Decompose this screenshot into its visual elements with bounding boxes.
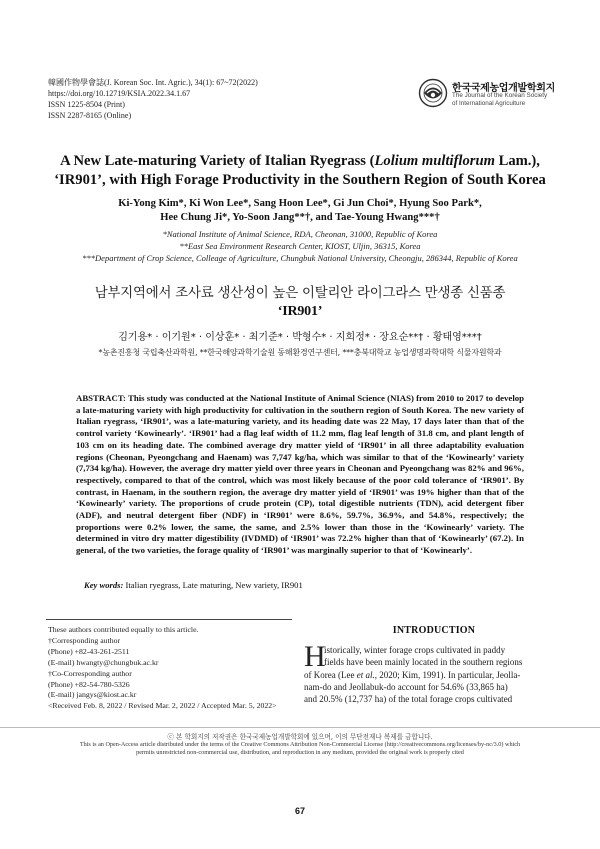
intro-line3-italic: et al. — [356, 669, 375, 680]
affiliation-1: *National Institute of Animal Science, RDA, Cheonan, 31000, Republic of Korea — [162, 229, 438, 239]
paper-title — [40, 152, 560, 190]
footnote-divider — [46, 619, 292, 620]
license-notice — [30, 733, 570, 758]
doi-link[interactable]: https://doi.org/10.12719/KSIA.2022.34.1.67 — [48, 89, 191, 98]
introduction-heading: INTRODUCTION — [392, 625, 476, 636]
intro-line2: fields have been mainly located in the southern regions — [324, 657, 523, 668]
society-name-english-line1: The Journal of the Korean Society — [452, 92, 548, 99]
copyright-korean: ⓒ 본 학회지의 저작권은 한국국제농업개발학회에 있으며, 이의 무단전재나 복제를 금합니다. — [167, 733, 433, 741]
author-line2: Hee Chung Ji*, Yo-Soon Jang**†, and Tae-Young Hwang***† — [160, 211, 440, 223]
intro-line1: istorically, winter forage crops cultivated in paddy — [324, 645, 506, 655]
journal-header — [48, 77, 258, 121]
intro-line3 — [304, 669, 560, 681]
society-logo — [418, 78, 568, 112]
keywords — [84, 580, 524, 590]
intro-line5: and 20.5% (12,737 ha) of the total forage crops cultivated — [304, 694, 513, 705]
society-name-english-line2: of International Agriculture — [452, 100, 526, 107]
footnote-co-email[interactable]: (E-mail) jangys@kiost.ac.kr — [48, 690, 137, 700]
title-text: A New Late-maturing Variety of Italian Ryegrass ( — [60, 153, 375, 169]
license-divider — [0, 727, 600, 728]
korean-title — [40, 285, 560, 321]
license-line1: This is an Open-Access article distributed under the terms of the Creative Commons Attribution Non-Commercial License (http://creativecommons.org/licenses/by-nc/3.0) which — [79, 741, 521, 749]
keywords-text: Italian ryegrass, Late maturing, New variety, IR901 — [123, 580, 303, 590]
issn-print: ISSN 1225-8504 (Print) — [48, 100, 125, 109]
footnote-email[interactable]: (E-mail) hwangty@chungbuk.ac.kr — [48, 657, 159, 667]
issn-online: ISSN 2287-8165 (Online) — [48, 111, 132, 120]
abstract: ABSTRACT: This study was conducted at the National Institute of Animal Science (NIAS) from 2010 to 2017 to develop a late-maturing variety with high productivity for cultivation in the southern region of South Korea. The new variety of Italian ryegrass, ‘IR901’, was a late-maturing variety, and its heading date was 22 May, 17 days later than that of the control variety ‘Kowinearly’. ‘IR901’ had a flag leaf width of 11.2 mm, flag leaf length of 31.8 cm, and plant length of 103 cm on its heading date. The combined average dry matter yield of ‘IR901’ in all three adaptability evaluation regions (Cheonan, Pyeongchang and Haenam) was 7,747 kg/ha, which was similar to that of the ‘Kowinearly’ variety (7,734 kg/ha). However, the average dry matter yield over three years in Cheonan and Pyeongchang was 82% and 96%, respectively, compared to that of the control, which was most likely because of the poor cold tolerance of ‘IR901’. By contrast, in Haenam, in the southern region, the average dry matter yield of ‘IR901’ was 19% higher than that of the ‘Kowinearly’ variety. The proportions of crude protein (CP), total digestible nutrients (TDN), acid detergent fiber (ADF), and neutral detergent fiber (NDF) in ‘IR901’ were 8.6%, 59.7%, 36.9%, and 54.8%, respectively; the proportions were 0.2% lower, the same, the same, and 2.5% lower than those in the ‘Kowinearly’ variety. The determined in vitro dry matter digestibility (IVDMD) of ‘IR901’ was 72.2% higher than that of ‘Kowinearly’ (67.2). In general, of the two varieties, the forage quality of ‘IR901’ was marginally superior to that of ‘Kowinearly’. — [76, 393, 524, 556]
journal-citation: 韓國作物學會誌(J. Korean Soc. Int. Agric.), 34(1): 67~72(2022) — [48, 78, 258, 87]
license-line2: permits unrestricted non-commercial use, distribution, and reproduction in any medium, provided the original work is properly cited — [136, 749, 464, 757]
korean-title-line2: ‘IR901’ — [277, 304, 323, 319]
intro-line3-pre: of Korea (Lee — [304, 669, 357, 680]
paper-title-line2: ‘IR901’, with High Forage Productivity in the Southern Region of South Korea — [54, 172, 546, 188]
title-text-end: Lam.), — [494, 153, 540, 169]
keywords-label: Key words: — [84, 580, 124, 590]
society-name-korean: 한국국제농업개발학회지 — [452, 83, 555, 94]
korean-authors: 김기용* · 이기원* · 이상훈* · 최기준* · 박형수* · 지희정* · 장요순**† · 황태영***† — [118, 332, 482, 343]
title-species: Lolium multiflorum — [374, 153, 495, 169]
affiliations — [20, 228, 580, 264]
footnote-phone: (Phone) +82-43-261-2511 — [48, 646, 130, 656]
footnote-corresponding: †Corresponding author — [48, 635, 121, 645]
footnote-co-corresponding: †Co-Corresponding author — [48, 668, 132, 678]
footnote-received-dates: <Received Feb. 8, 2022 / Revised Mar. 2, 2022 / Accepted Mar. 5, 2022> — [48, 701, 277, 711]
page-number: 67 — [294, 806, 305, 816]
introduction-body — [304, 640, 560, 705]
author-line1: Ki-Yong Kim*, Ki Won Lee*, Sang Hoon Lee*, Gi Jun Choi*, Hyung Soo Park*, — [118, 198, 482, 209]
intro-line4: nam-do and Jeollabuk-do account for 54.6% (33,865 ha) — [304, 681, 508, 692]
footnote-equal-contribution: These authors contributed equally to this article. — [48, 625, 199, 634]
korean-affiliations: *농촌진흥청 국립축산과학원, **한국해양과학기술원 동해환경연구센터, ***충북대학교 농업생명과학대학 식물자원학과 — [98, 348, 502, 357]
society-emblem-icon — [418, 78, 448, 108]
footnote-co-phone: (Phone) +82-54-780-5326 — [48, 679, 130, 689]
affiliation-3: ***Department of Crop Science, Colleage of Agriculture, Chungbuk National University, Cheongju, 286344, Republic of Korea — [82, 253, 518, 263]
author-list — [40, 197, 560, 224]
affiliation-2: **East Sea Environment Research Center, KIOST, Uljin, 36315, Korea — [179, 241, 421, 251]
paper-title-line1 — [40, 152, 560, 171]
intro-line3-post: , 2020; Kim, 1991). In particular, Jeolla- — [374, 669, 521, 680]
footnotes — [48, 625, 298, 712]
korean-title-line1: 남부지역에서 조사료 생산성이 높은 이탈리안 라이그라스 만생종 신품종 — [94, 286, 506, 301]
drop-cap: H — [304, 640, 326, 673]
society-name-english — [452, 92, 547, 108]
